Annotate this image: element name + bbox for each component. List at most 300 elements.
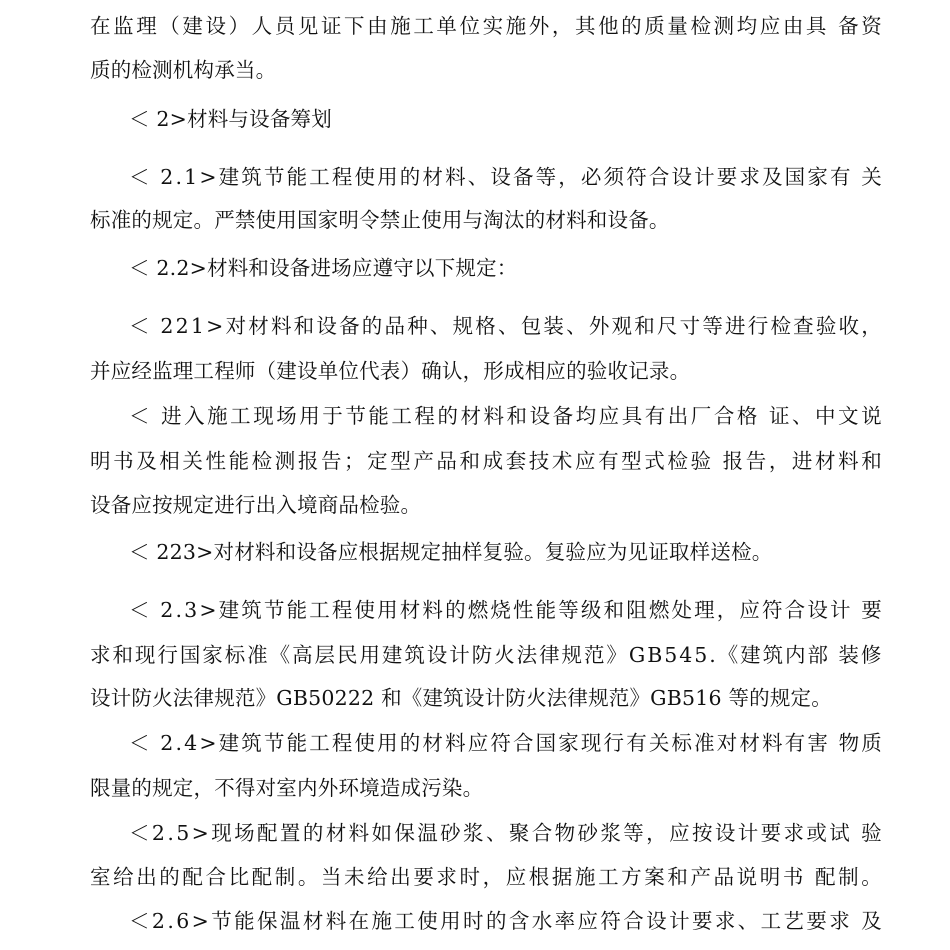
text-glyph: 艺 <box>783 909 805 933</box>
text-glyph: ， <box>716 598 738 622</box>
text-glyph: 水 <box>531 909 553 933</box>
text-glyph: 、 <box>485 821 507 845</box>
text-glyph: 和 <box>459 449 481 473</box>
text-glyph: 型 <box>621 449 642 473</box>
text-glyph <box>853 165 860 189</box>
text-glyph: 建 <box>218 598 240 622</box>
text-glyph: 、 <box>566 314 587 338</box>
text-glyph: 配 <box>251 865 273 889</box>
text-glyph: 2 <box>160 165 174 189</box>
text-glyph: 应 <box>467 731 489 755</box>
text-glyph: 定 <box>367 449 388 473</box>
text-glyph: > <box>191 821 210 845</box>
text-glyph: 理 <box>136 14 157 38</box>
text-glyph: 家 <box>202 643 223 667</box>
text-line: 设备应按规定进行出入境商品检验。 <box>90 493 422 517</box>
text-glyph: 未 <box>344 865 365 889</box>
text-glyph: 室 <box>90 865 111 889</box>
text-glyph: 范 <box>583 643 605 667</box>
text-glyph: 烧 <box>490 598 512 622</box>
text-glyph: 场 <box>234 821 255 845</box>
text-glyph: 有 <box>644 404 666 428</box>
text-glyph: 等 <box>702 314 724 338</box>
text-glyph: 包 <box>520 314 542 338</box>
text-glyph: 设 <box>807 598 829 622</box>
text-glyph: 合 <box>531 821 553 845</box>
text-glyph: 格 <box>475 314 496 338</box>
text-glyph: 施 <box>371 909 393 933</box>
text-glyph: 。 <box>861 865 882 889</box>
text-glyph: 砂 <box>577 821 599 845</box>
text-glyph: 、 <box>791 404 813 428</box>
text-glyph: 他 <box>598 14 619 38</box>
text-glyph: > <box>199 731 217 755</box>
text-glyph: 国 <box>784 165 806 189</box>
text-glyph: ＜ <box>129 909 150 933</box>
text-glyph <box>852 821 859 845</box>
text-glyph: 合 <box>648 165 670 189</box>
text-glyph: 和 <box>861 449 882 473</box>
text-glyph: ＜ <box>129 404 150 428</box>
text-glyph: 节 <box>263 598 285 622</box>
text-glyph: 资 <box>861 14 882 38</box>
text-glyph: 温 <box>279 909 301 933</box>
text-glyph: 材 <box>302 909 324 933</box>
text-glyph: 备 <box>552 404 574 428</box>
text-glyph: 对 <box>225 314 247 338</box>
text-glyph: 的 <box>302 821 324 845</box>
text-glyph: 求 <box>436 865 458 889</box>
text-glyph: 下 <box>344 14 365 38</box>
text-glyph: 产 <box>690 865 712 889</box>
text-glyph: 计 <box>694 165 715 189</box>
text-glyph: 根 <box>528 865 550 889</box>
text-glyph: 须 <box>603 165 625 189</box>
text-glyph: 进 <box>161 404 182 428</box>
text-glyph: 和 <box>112 643 134 667</box>
text-glyph: 合 <box>623 909 644 933</box>
text-glyph: 级 <box>580 598 602 622</box>
text-glyph: 能 <box>535 598 557 622</box>
text-glyph: 质 <box>861 731 882 755</box>
text-glyph: 。 <box>297 865 319 889</box>
text-glyph: 规 <box>561 643 583 667</box>
text-glyph: > <box>206 314 224 338</box>
text-glyph: 用 <box>377 165 398 189</box>
text-glyph: 时 <box>463 909 484 933</box>
text-glyph: 筑 <box>762 643 784 667</box>
text-glyph: 用 <box>377 731 398 755</box>
text-glyph: 寸 <box>679 314 701 338</box>
text-glyph: 合 <box>784 598 806 622</box>
text-glyph: 保 <box>394 821 416 845</box>
text-glyph: 2 <box>160 598 174 622</box>
text-glyph: 制 <box>838 865 859 889</box>
text-glyph: 要 <box>861 598 882 622</box>
text-glyph: 部 <box>807 643 829 667</box>
text-glyph: 的 <box>399 165 421 189</box>
text-glyph: 等 <box>535 165 557 189</box>
text-glyph: ， <box>551 14 573 38</box>
text-line <box>129 598 882 622</box>
text-glyph: 的 <box>361 314 383 338</box>
text-glyph: 物 <box>838 731 860 755</box>
text-glyph: 和 <box>603 598 625 622</box>
text-glyph: 材 <box>325 821 347 845</box>
text-glyph: 或 <box>806 821 828 845</box>
text-glyph: 率 <box>554 909 576 933</box>
text-glyph: ， <box>768 449 790 473</box>
text-glyph: 标 <box>224 643 246 667</box>
text-glyph: 备 <box>512 165 534 189</box>
text-glyph: 计 <box>449 643 470 667</box>
text-glyph: 用 <box>377 598 398 622</box>
text-glyph: ＜ <box>129 314 150 338</box>
text-glyph: 有 <box>829 165 851 189</box>
text-line <box>90 643 882 667</box>
text-glyph: 求 <box>90 643 111 667</box>
text-glyph: 工 <box>391 404 413 428</box>
text-glyph: 行 <box>747 314 769 338</box>
text-glyph: . <box>167 821 175 845</box>
text-glyph: 浆 <box>463 821 484 845</box>
text-glyph: 具 <box>805 14 827 38</box>
text-glyph: 出 <box>136 865 157 889</box>
text-glyph: 告 <box>745 449 767 473</box>
text-glyph: 施 <box>574 865 596 889</box>
text-glyph: 符 <box>490 731 512 755</box>
text-glyph: 质 <box>644 14 665 38</box>
text-glyph: 材 <box>248 314 269 338</box>
text-glyph: 的 <box>445 598 466 622</box>
text-glyph: 建 <box>182 14 204 38</box>
text-glyph: 、 <box>467 165 489 189</box>
text-glyph: 入 <box>184 404 205 428</box>
text-glyph <box>152 598 159 622</box>
text-glyph: 建 <box>381 643 403 667</box>
text-glyph: 能 <box>228 449 250 473</box>
text-glyph: 防 <box>471 643 493 667</box>
text-glyph: 员 <box>274 14 296 38</box>
text-glyph: 设 <box>426 643 448 667</box>
text-glyph: 民 <box>336 643 358 667</box>
text-glyph: 行 <box>603 731 625 755</box>
section-heading: ＜ 2>材料与设备筹划 <box>129 107 332 131</box>
text-glyph: 检 <box>770 314 792 338</box>
text-glyph: > <box>199 598 217 622</box>
text-glyph: 施 <box>505 14 527 38</box>
text-glyph: 于 <box>322 404 343 428</box>
text-glyph: 建 <box>740 643 761 667</box>
text-glyph: 工 <box>309 598 330 622</box>
text-line <box>129 821 882 845</box>
text-glyph: 观 <box>611 314 633 338</box>
text-glyph: ＜ <box>129 598 150 622</box>
text-glyph: 国 <box>535 731 557 755</box>
text-glyph: 测 <box>274 449 296 473</box>
text-glyph: 要 <box>716 165 738 189</box>
text-glyph: 程 <box>414 404 436 428</box>
text-glyph: 在 <box>90 14 111 38</box>
text-glyph: 准 <box>694 731 715 755</box>
text-glyph: 书 <box>113 449 134 473</box>
text-glyph: . <box>709 643 716 667</box>
text-glyph: 材 <box>460 404 482 428</box>
text-glyph: 燃 <box>467 598 489 622</box>
text-line: 标准的规定。严禁使用国家明令禁止使用与淘汰的材料和设备。 <box>90 208 670 232</box>
text-glyph: 文 <box>838 404 859 428</box>
text-glyph: ， <box>646 821 667 845</box>
text-glyph: 程 <box>331 165 353 189</box>
text-glyph <box>760 404 767 428</box>
text-glyph: 计 <box>737 821 759 845</box>
text-glyph: 告 <box>320 449 342 473</box>
text-glyph: 据 <box>551 865 573 889</box>
text-glyph: 能 <box>368 404 390 428</box>
text-glyph: 物 <box>554 821 576 845</box>
text-glyph: 1 <box>184 165 198 189</box>
text-glyph: 能 <box>234 909 255 933</box>
text-glyph <box>852 909 859 933</box>
text-glyph: 节 <box>263 731 285 755</box>
text-glyph: 现 <box>580 731 602 755</box>
text-glyph: 量 <box>667 14 689 38</box>
text-glyph: 其 <box>574 14 596 38</box>
text-glyph: 的 <box>621 14 642 38</box>
text-glyph: 筑 <box>241 731 262 755</box>
text-glyph: 外 <box>528 14 550 38</box>
text-glyph: 料 <box>838 449 859 473</box>
text-glyph: 产 <box>413 449 435 473</box>
text-glyph: 计 <box>669 909 690 933</box>
text-glyph: 要 <box>691 909 713 933</box>
text-glyph: 如 <box>371 821 393 845</box>
text-glyph: 高 <box>292 643 313 667</box>
text-glyph: 材 <box>739 731 761 755</box>
text-glyph: 砂 <box>440 821 461 845</box>
text-line <box>90 14 882 38</box>
text-glyph: 等 <box>623 821 644 845</box>
text-glyph <box>152 314 159 338</box>
text-glyph: . <box>175 731 183 755</box>
text-glyph: ， <box>861 314 882 338</box>
text-glyph: 证 <box>320 14 342 38</box>
text-glyph: 材 <box>422 165 444 189</box>
text-glyph: 、 <box>429 314 451 338</box>
text-glyph: 符 <box>600 909 622 933</box>
text-glyph: 2 <box>160 314 174 338</box>
text-glyph: 1 <box>190 314 205 338</box>
text-glyph: 验 <box>690 449 712 473</box>
text-glyph: 尺 <box>656 314 678 338</box>
text-glyph: 出 <box>390 865 411 889</box>
text-glyph: 律 <box>539 643 560 667</box>
text-glyph: . <box>175 165 183 189</box>
text-glyph: 说 <box>736 865 758 889</box>
text-glyph: 有 <box>784 731 806 755</box>
text-glyph: 筑 <box>241 165 262 189</box>
text-glyph: 及 <box>861 909 882 933</box>
text-glyph: 对 <box>716 731 738 755</box>
text-glyph: 报 <box>722 449 744 473</box>
text-glyph: 场 <box>276 404 297 428</box>
text-glyph: 工 <box>230 404 251 428</box>
text-glyph <box>830 643 837 667</box>
text-glyph: 检 <box>251 449 273 473</box>
text-glyph: 格 <box>736 404 758 428</box>
text-glyph: 材 <box>399 598 421 622</box>
text-glyph: 求 <box>739 165 761 189</box>
text-glyph: 家 <box>807 165 829 189</box>
text-glyph: 节 <box>345 404 367 428</box>
text-glyph: 设 <box>316 314 338 338</box>
text-glyph: 应 <box>598 404 620 428</box>
text-glyph: 备 <box>838 14 859 38</box>
text-glyph: 用 <box>299 404 320 428</box>
text-glyph: 置 <box>279 821 301 845</box>
text-glyph: 查 <box>793 314 814 338</box>
text-glyph: 现 <box>134 643 156 667</box>
text-glyph <box>853 598 860 622</box>
text-glyph: . <box>175 598 183 622</box>
text-glyph: 的 <box>399 731 421 755</box>
text-glyph: 必 <box>580 165 602 189</box>
text-glyph: 品 <box>384 314 406 338</box>
text-glyph: 料 <box>445 731 466 755</box>
text-glyph: 有 <box>626 731 647 755</box>
text-glyph: 的 <box>485 909 507 933</box>
text-glyph: 由 <box>367 14 388 38</box>
text-glyph: 按 <box>691 821 713 845</box>
text-glyph: 求 <box>714 909 736 933</box>
text-glyph: 中 <box>815 404 836 428</box>
text-glyph: 厂 <box>690 404 712 428</box>
text-glyph: 标 <box>671 731 693 755</box>
text-glyph: 关 <box>648 731 670 755</box>
text-glyph: 能 <box>286 165 308 189</box>
text-glyph: ， <box>482 865 504 889</box>
text-glyph: 工 <box>598 865 619 889</box>
text-glyph: 性 <box>205 449 227 473</box>
text-line <box>129 731 882 755</box>
text-line: 设计防火法律规范》GB50222 和《建筑设计防火法律规范》GB516 等的规定。 <box>90 686 832 710</box>
text-glyph: 案 <box>644 865 665 889</box>
text-glyph: 试 <box>829 821 850 845</box>
text-glyph: 5 <box>664 643 678 667</box>
text-glyph: 均 <box>575 404 597 428</box>
text-glyph: 给 <box>367 865 388 889</box>
text-glyph: 关 <box>861 165 882 189</box>
text-glyph: 材 <box>815 449 836 473</box>
text-glyph: 符 <box>762 598 783 622</box>
text-glyph: 工 <box>394 909 416 933</box>
text-glyph: 5 <box>176 821 190 845</box>
text-glyph: 料 <box>762 731 783 755</box>
text-glyph: 阻 <box>626 598 647 622</box>
text-glyph: 用 <box>359 643 381 667</box>
text-glyph <box>152 404 159 428</box>
text-glyph: 行 <box>157 643 179 667</box>
text-glyph: 程 <box>331 598 353 622</box>
text-glyph: ， <box>558 165 579 189</box>
text-line <box>129 404 882 428</box>
text-glyph <box>152 165 159 189</box>
text-glyph: 合 <box>205 865 227 889</box>
text-glyph: 、 <box>737 909 759 933</box>
text-glyph: 合 <box>512 731 534 755</box>
text-glyph: ＜ <box>129 821 150 845</box>
text-glyph: 节 <box>263 165 285 189</box>
text-glyph: 等 <box>558 598 579 622</box>
text-glyph: 理 <box>694 598 715 622</box>
text-glyph: 筑 <box>241 598 262 622</box>
text-glyph: 内 <box>785 643 806 667</box>
text-glyph: 型 <box>390 449 411 473</box>
text-glyph: 工 <box>760 909 782 933</box>
text-glyph: 书 <box>782 865 804 889</box>
text-glyph: B <box>647 643 663 667</box>
text-glyph: 工 <box>309 165 330 189</box>
text-glyph: 4 <box>679 643 693 667</box>
text-glyph: 合 <box>713 404 735 428</box>
text-glyph: 式 <box>644 449 665 473</box>
text-glyph: 测 <box>713 14 735 38</box>
text-glyph: 外 <box>588 314 610 338</box>
text-glyph: ； <box>344 449 365 473</box>
text-glyph: 明 <box>90 449 111 473</box>
text-glyph: 使 <box>417 909 438 933</box>
text-glyph: 6 <box>176 909 190 933</box>
text-glyph: 套 <box>505 449 527 473</box>
text-glyph: 给 <box>113 865 134 889</box>
text-glyph: 具 <box>621 404 643 428</box>
text-glyph: 由 <box>782 14 804 38</box>
text-glyph: 进 <box>725 314 746 338</box>
text-glyph: 建 <box>218 731 240 755</box>
text-glyph: 备 <box>339 314 360 338</box>
text-glyph: 品 <box>713 865 735 889</box>
text-glyph: 实 <box>482 14 504 38</box>
text-glyph: 技 <box>528 449 550 473</box>
text-glyph: 害 <box>807 731 829 755</box>
text-glyph: 、 <box>498 314 519 338</box>
text-glyph: 时 <box>459 865 481 889</box>
text-glyph: 计 <box>829 598 851 622</box>
text-line <box>129 909 882 933</box>
text-glyph: 及 <box>136 449 157 473</box>
text-glyph: 《 <box>269 643 291 667</box>
text-glyph: 2 <box>151 821 166 845</box>
text-glyph: 符 <box>626 165 647 189</box>
text-glyph: 规 <box>452 314 474 338</box>
text-glyph: 施 <box>207 404 228 428</box>
text-glyph: 火 <box>494 643 515 667</box>
text-line: ＜ 2.2>材料和设备进场应遵守以下规定： <box>129 256 518 280</box>
text-glyph: （ <box>159 14 180 38</box>
text-glyph: 检 <box>667 449 689 473</box>
text-glyph: 5 <box>694 643 708 667</box>
text-glyph: 比 <box>228 865 250 889</box>
text-glyph: 及 <box>762 165 783 189</box>
text-glyph: 和 <box>293 314 315 338</box>
text-glyph: ＜ <box>129 165 150 189</box>
text-glyph: 验 <box>861 821 882 845</box>
text-line <box>90 449 882 473</box>
text-glyph: 和 <box>506 404 528 428</box>
text-glyph <box>152 731 159 755</box>
text-glyph: 要 <box>413 865 435 889</box>
text-glyph: 建 <box>218 165 240 189</box>
